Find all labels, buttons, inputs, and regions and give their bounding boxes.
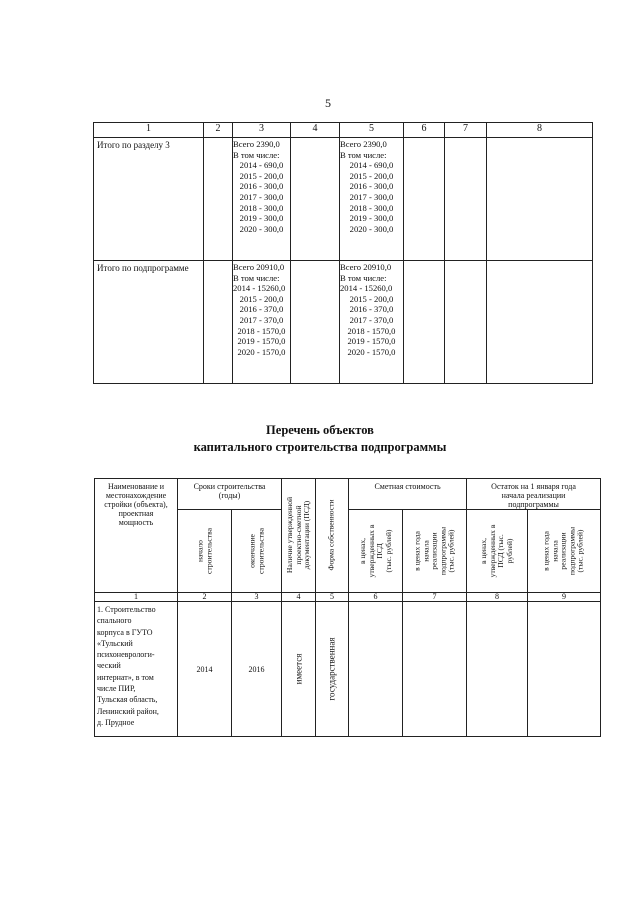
summary-table	[93, 122, 593, 384]
header-line: Наличие утвержденной	[284, 496, 294, 574]
header-line: в ценах,	[478, 537, 488, 565]
psd-status: имеется	[293, 653, 304, 685]
row-name: Итого по разделу 3	[94, 138, 204, 261]
header-line: начала	[550, 540, 560, 562]
object-name-line: «Тульский	[97, 638, 133, 648]
amount-cell	[340, 261, 404, 384]
table-row	[94, 138, 593, 261]
section-title: Перечень объектов	[266, 423, 374, 437]
header-vertical-text	[413, 527, 456, 575]
amount-line: 2017 - 370,0	[239, 314, 284, 325]
amount-line: 2014 - 690,0	[239, 160, 284, 171]
header-est-psd	[349, 510, 403, 593]
amount-line: 2014 - 15260,0	[340, 283, 393, 294]
header-terms	[178, 479, 282, 510]
header-line: подпрограммы	[437, 526, 447, 576]
amount-line: 2018 - 1570,0	[237, 325, 286, 336]
header-line: окончание	[246, 534, 256, 568]
amount-line: 2019 - 1570,0	[237, 336, 286, 347]
header-vertical-text	[196, 528, 213, 574]
table-row	[95, 602, 601, 737]
header-line: строительства	[203, 528, 213, 574]
header-line: в ценах,	[357, 537, 367, 565]
amount-line: В том числе:	[340, 149, 387, 160]
psd-status-cell	[282, 602, 316, 737]
row-name: Итого по подпрограмме	[94, 261, 204, 384]
capital-objects-table	[94, 478, 601, 737]
header-vertical-text	[480, 525, 514, 578]
amount-line: 2014 - 15260,0	[233, 283, 286, 294]
header-line: стройки (объекта),	[104, 500, 168, 509]
amount-line: 2019 - 300,0	[239, 213, 284, 224]
object-name-line: психоневрологи-	[97, 650, 155, 660]
object-name-line: Ленинский район,	[97, 706, 159, 716]
amount-line: 2018 - 300,0	[349, 202, 394, 213]
ownership-form: государственная	[326, 637, 337, 701]
header-line: проектно-сметной	[293, 505, 303, 565]
column-number: 3	[232, 593, 282, 602]
column-number: 1	[95, 593, 178, 602]
amount-line: Всего 2390,0	[340, 139, 387, 149]
amount-line: 2020 - 300,0	[349, 223, 394, 234]
amount-line: 2017 - 370,0	[349, 314, 394, 325]
object-name-line: интернат», в том	[97, 672, 154, 682]
header-line: (тыс. рублей)	[575, 529, 585, 573]
header-vertical-text	[543, 527, 586, 575]
amount-line: 2018 - 300,0	[239, 202, 284, 213]
amount-line: В том числе:	[340, 272, 387, 283]
header-end	[232, 510, 282, 593]
column-number-row	[95, 593, 601, 602]
amount-line: 2020 - 300,0	[239, 223, 284, 234]
header-cell: 8	[487, 123, 593, 138]
header-cell: 5	[340, 123, 404, 138]
start-year: 2014	[178, 602, 232, 737]
amount-line: 2016 - 370,0	[349, 304, 394, 315]
column-number: 8	[467, 593, 528, 602]
header-est-year	[403, 510, 467, 593]
header-estimate: Сметная стоимость	[349, 479, 467, 510]
header-line: Сроки строительства	[193, 482, 266, 491]
header-line: начала	[420, 540, 430, 562]
header-cell: 2	[204, 123, 233, 138]
header-line: местонахождение	[105, 491, 167, 500]
amount-line: 2015 - 200,0	[239, 293, 284, 304]
column-number: 4	[282, 593, 316, 602]
page-number: 5	[325, 96, 331, 110]
amount-line: Всего 2390,0	[233, 139, 280, 149]
header-line: строительства	[255, 528, 265, 574]
header-cell: 1	[94, 123, 204, 138]
amount-line: 2017 - 300,0	[349, 191, 394, 202]
header-psd	[282, 479, 316, 593]
header-cell: 7	[445, 123, 487, 138]
amount-line: 2019 - 300,0	[349, 213, 394, 224]
amount-line: 2014 - 690,0	[349, 160, 394, 171]
header-line: утвержденных в	[365, 524, 375, 578]
header-rem-psd	[467, 510, 528, 593]
object-name-line: числе ПИР,	[97, 684, 136, 694]
table-row	[94, 261, 593, 384]
header-cell: 6	[404, 123, 445, 138]
header-vertical-text	[286, 497, 312, 573]
header-cell: 4	[291, 123, 340, 138]
column-number: 2	[178, 593, 232, 602]
summary-header-row	[94, 123, 593, 138]
section-subtitle: капитального строительства подпрограммы	[193, 440, 447, 454]
amount-line: Всего 20910,0	[233, 262, 285, 272]
object-name-line: ческий	[97, 661, 121, 671]
header-line: Остаток на 1 января года	[491, 482, 576, 491]
header-line: (тыс. рублей)	[446, 529, 456, 573]
header-line: начало	[194, 540, 204, 562]
amount-line: 2016 - 370,0	[239, 304, 284, 315]
amount-line: В том числе:	[233, 149, 280, 160]
object-name	[95, 602, 178, 737]
amount-cell	[233, 138, 291, 261]
amount-line: 2015 - 200,0	[349, 293, 394, 304]
amount-line: 2018 - 1570,0	[347, 325, 396, 336]
header-line: утвержденных в	[487, 524, 497, 578]
amount-line: 2016 - 300,0	[349, 181, 394, 192]
header-start	[178, 510, 232, 593]
header-line: проектная	[118, 509, 154, 518]
object-name-line: 1. Строительство	[97, 605, 156, 614]
amount-line: 2020 - 1570,0	[237, 346, 286, 357]
amount-line: 2015 - 200,0	[349, 170, 394, 181]
header-row-top	[95, 479, 601, 510]
header-line: подпрограммы	[567, 526, 577, 576]
header-line: начала реализации	[501, 491, 566, 500]
header-line: документации (ПСД)	[301, 500, 311, 570]
amount-line: 2015 - 200,0	[239, 170, 284, 181]
object-name-line: корпуса в ГУТО	[97, 627, 153, 637]
header-line: ПСД (тыс.	[496, 534, 506, 568]
column-number: 6	[349, 593, 403, 602]
object-name-line: Тульская область,	[97, 695, 158, 705]
end-year: 2016	[232, 602, 282, 737]
header-line: реализации	[558, 532, 568, 570]
amount-line: Всего 20910,0	[340, 262, 392, 272]
header-line: рублей)	[504, 538, 514, 564]
header-line: (тыс. рублей)	[383, 529, 393, 573]
object-name-line: д. Прудное	[97, 717, 135, 727]
header-line: (годы)	[218, 491, 241, 500]
header-rem-year	[528, 510, 601, 593]
header-remainder	[467, 479, 601, 510]
header-line: реализации	[429, 532, 439, 570]
amount-line: 2020 - 1570,0	[347, 346, 396, 357]
amount-cell	[233, 261, 291, 384]
header-vertical-text: Форма собственности	[326, 499, 336, 571]
ownership-cell	[316, 602, 349, 737]
amount-line: В том числе:	[233, 272, 280, 283]
object-name-line: спального	[97, 616, 132, 626]
header-line: подпрограммы	[508, 500, 559, 509]
amount-line: 2019 - 1570,0	[347, 336, 396, 347]
header-name	[95, 479, 178, 593]
amount-line: 2017 - 300,0	[239, 191, 284, 202]
header-ownership	[316, 479, 349, 593]
amount-line: 2016 - 300,0	[239, 181, 284, 192]
header-line: в ценах года	[412, 531, 422, 571]
amount-cell	[340, 138, 404, 261]
header-line: мощность	[118, 518, 154, 527]
column-number: 9	[528, 593, 601, 602]
header-line: ПСД	[374, 543, 384, 559]
column-number: 7	[403, 593, 467, 602]
header-vertical-text	[358, 525, 392, 578]
header-line: Наименование и	[107, 482, 165, 491]
column-number: 5	[316, 593, 349, 602]
header-vertical-text	[248, 528, 265, 574]
header-cell: 3	[233, 123, 291, 138]
header-line: в ценах года	[541, 531, 551, 571]
